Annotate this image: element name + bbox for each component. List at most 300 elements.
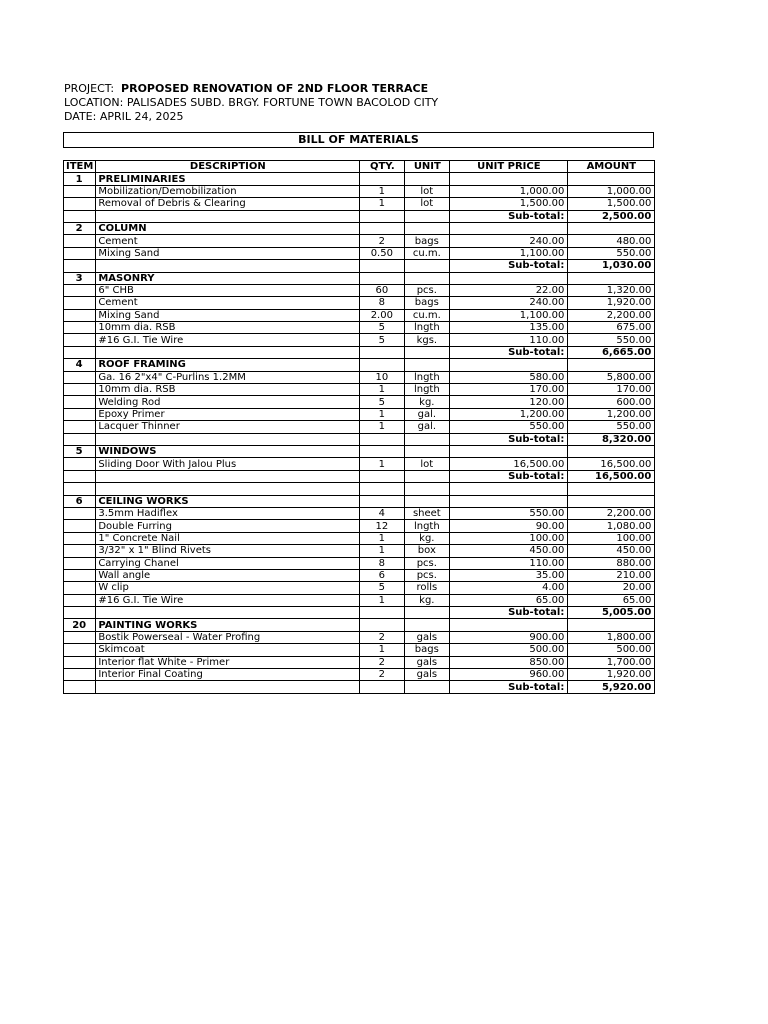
- qty-cell: 1: [360, 185, 405, 197]
- subtotal-amount: 16,500.00: [568, 470, 655, 482]
- project-name: PROPOSED RENOVATION OF 2ND FLOOR TERRACE: [121, 82, 429, 95]
- unit-cell: pcs.: [405, 557, 450, 569]
- unit-cell: gals: [405, 631, 450, 643]
- table-row: [64, 458, 655, 470]
- empty-cell: [64, 507, 96, 519]
- amount-cell: 500.00: [568, 644, 655, 656]
- table-row: [64, 631, 655, 643]
- empty-cell: [64, 483, 96, 495]
- empty-cell: [405, 619, 450, 631]
- qty-cell: 5: [360, 582, 405, 594]
- empty-cell: [96, 260, 360, 272]
- empty-cell: [568, 272, 655, 284]
- empty-cell: [568, 619, 655, 631]
- empty-cell: [405, 359, 450, 371]
- empty-cell: [64, 520, 96, 532]
- bill-of-materials-title: BILL OF MATERIALS: [63, 132, 654, 148]
- qty-cell: 2.00: [360, 309, 405, 321]
- table-row: [64, 644, 655, 656]
- unit-cell: bags: [405, 235, 450, 247]
- table-row: [64, 582, 655, 594]
- unit-cell: gal.: [405, 408, 450, 420]
- bill-of-materials-table: [63, 160, 655, 694]
- qty-cell: 1: [360, 384, 405, 396]
- empty-cell: [64, 631, 96, 643]
- unit-price-cell: 240.00: [450, 297, 568, 309]
- unit-price-cell: 240.00: [450, 235, 568, 247]
- empty-cell: [64, 656, 96, 668]
- section-name: PAINTING WORKS: [96, 619, 360, 631]
- unit-price-cell: 900.00: [450, 631, 568, 643]
- empty-cell: [360, 470, 405, 482]
- project-line: [64, 82, 428, 95]
- empty-cell: [64, 185, 96, 197]
- col-header-amount: AMOUNT: [568, 161, 655, 173]
- subtotal-label: Sub-total:: [450, 346, 568, 358]
- location-label: LOCATION:: [64, 96, 124, 109]
- empty-cell: [568, 445, 655, 457]
- empty-cell: [96, 483, 360, 495]
- section-name: WINDOWS: [96, 445, 360, 457]
- unit-price-cell: 110.00: [450, 557, 568, 569]
- description-cell: Carrying Chanel: [96, 557, 360, 569]
- location-value: PALISADES SUBD. BRGY. FORTUNE TOWN BACOLOD CITY: [126, 96, 439, 109]
- unit-price-cell: 580.00: [450, 371, 568, 383]
- amount-cell: 1,800.00: [568, 631, 655, 643]
- section-name: ROOF FRAMING: [96, 359, 360, 371]
- unit-cell: bags: [405, 297, 450, 309]
- amount-cell: 480.00: [568, 235, 655, 247]
- empty-cell: [450, 359, 568, 371]
- empty-cell: [360, 433, 405, 445]
- amount-cell: 16,500.00: [568, 458, 655, 470]
- subtotal-row: [64, 607, 655, 619]
- unit-price-cell: 1,000.00: [450, 185, 568, 197]
- table-header-row: [64, 161, 655, 173]
- amount-cell: 1,000.00: [568, 185, 655, 197]
- unit-cell: sheet: [405, 507, 450, 519]
- table-row: [64, 297, 655, 309]
- amount-cell: 2,200.00: [568, 507, 655, 519]
- table-row: [64, 520, 655, 532]
- qty-cell: 5: [360, 396, 405, 408]
- unit-cell: box: [405, 545, 450, 557]
- subtotal-amount: 1,030.00: [568, 260, 655, 272]
- unit-price-cell: 1,100.00: [450, 309, 568, 321]
- empty-cell: [360, 173, 405, 185]
- amount-cell: 2,200.00: [568, 309, 655, 321]
- table-row: [64, 421, 655, 433]
- unit-price-cell: 4.00: [450, 582, 568, 594]
- date-label: DATE:: [64, 110, 97, 123]
- amount-cell: 170.00: [568, 384, 655, 396]
- empty-cell: [450, 173, 568, 185]
- description-cell: #16 G.I. Tie Wire: [96, 594, 360, 606]
- empty-cell: [96, 210, 360, 222]
- empty-cell: [64, 260, 96, 272]
- subtotal-amount: 8,320.00: [568, 433, 655, 445]
- col-header-unit: UNIT: [405, 161, 450, 173]
- section-item-number: 2: [64, 222, 96, 234]
- empty-cell: [360, 483, 405, 495]
- subtotal-row: [64, 470, 655, 482]
- table-row: [64, 557, 655, 569]
- table-row: [64, 309, 655, 321]
- table-row: [64, 545, 655, 557]
- empty-cell: [64, 669, 96, 681]
- qty-cell: 5: [360, 322, 405, 334]
- description-cell: 3.5mm Hadiflex: [96, 507, 360, 519]
- unit-cell: cu.m.: [405, 247, 450, 259]
- section-name: PRELIMINARIES: [96, 173, 360, 185]
- qty-cell: 1: [360, 644, 405, 656]
- qty-cell: 12: [360, 520, 405, 532]
- empty-cell: [405, 222, 450, 234]
- section-header-row: [64, 619, 655, 631]
- table-row: [64, 247, 655, 259]
- empty-cell: [64, 470, 96, 482]
- empty-cell: [96, 433, 360, 445]
- empty-cell: [64, 198, 96, 210]
- empty-cell: [405, 210, 450, 222]
- col-header-item: ITEM: [64, 161, 96, 173]
- unit-price-cell: 16,500.00: [450, 458, 568, 470]
- unit-price-cell: 100.00: [450, 532, 568, 544]
- empty-cell: [64, 334, 96, 346]
- qty-cell: 2: [360, 669, 405, 681]
- qty-cell: 8: [360, 557, 405, 569]
- subtotal-row: [64, 260, 655, 272]
- empty-cell: [64, 545, 96, 557]
- unit-price-cell: 550.00: [450, 507, 568, 519]
- amount-cell: 550.00: [568, 334, 655, 346]
- unit-cell: lot: [405, 185, 450, 197]
- description-cell: W clip: [96, 582, 360, 594]
- table-row: [64, 669, 655, 681]
- amount-cell: 1,700.00: [568, 656, 655, 668]
- unit-price-cell: 1,200.00: [450, 408, 568, 420]
- description-cell: 1" Concrete Nail: [96, 532, 360, 544]
- empty-cell: [450, 619, 568, 631]
- empty-cell: [360, 272, 405, 284]
- empty-cell: [360, 681, 405, 693]
- empty-cell: [64, 297, 96, 309]
- empty-cell: [64, 322, 96, 334]
- section-name: CEILING WORKS: [96, 495, 360, 507]
- empty-cell: [96, 681, 360, 693]
- empty-cell: [64, 309, 96, 321]
- description-cell: Cement: [96, 235, 360, 247]
- amount-cell: 1,080.00: [568, 520, 655, 532]
- unit-price-cell: 1,500.00: [450, 198, 568, 210]
- amount-cell: 210.00: [568, 569, 655, 581]
- amount-cell: 450.00: [568, 545, 655, 557]
- table-row: [64, 198, 655, 210]
- subtotal-label: Sub-total:: [450, 210, 568, 222]
- empty-cell: [568, 495, 655, 507]
- description-cell: Interior flat White - Primer: [96, 656, 360, 668]
- empty-cell: [568, 483, 655, 495]
- table-row: [64, 656, 655, 668]
- amount-cell: 600.00: [568, 396, 655, 408]
- description-cell: Interior Final Coating: [96, 669, 360, 681]
- empty-cell: [405, 681, 450, 693]
- qty-cell: 1: [360, 198, 405, 210]
- empty-cell: [64, 408, 96, 420]
- empty-cell: [64, 247, 96, 259]
- description-cell: Skimcoat: [96, 644, 360, 656]
- qty-cell: 8: [360, 297, 405, 309]
- section-header-row: [64, 359, 655, 371]
- unit-price-cell: 135.00: [450, 322, 568, 334]
- description-cell: Bostik Powerseal - Water Profing: [96, 631, 360, 643]
- subtotal-amount: 5,920.00: [568, 681, 655, 693]
- subtotal-label: Sub-total:: [450, 681, 568, 693]
- col-header-qty: QTY.: [360, 161, 405, 173]
- description-cell: Mixing Sand: [96, 309, 360, 321]
- description-cell: Mixing Sand: [96, 247, 360, 259]
- table-row: [64, 408, 655, 420]
- section-item-number: 20: [64, 619, 96, 631]
- unit-price-cell: 170.00: [450, 384, 568, 396]
- amount-cell: 1,920.00: [568, 297, 655, 309]
- section-header-row: [64, 495, 655, 507]
- empty-cell: [360, 445, 405, 457]
- section-header-row: [64, 222, 655, 234]
- empty-cell: [96, 346, 360, 358]
- qty-cell: 4: [360, 507, 405, 519]
- empty-cell: [405, 607, 450, 619]
- table-row: [64, 185, 655, 197]
- description-cell: Lacquer Thinner: [96, 421, 360, 433]
- empty-cell: [405, 483, 450, 495]
- section-name: COLUMN: [96, 222, 360, 234]
- subtotal-row: [64, 681, 655, 693]
- empty-cell: [64, 210, 96, 222]
- description-cell: Ga. 16 2"x4" C-Purlins 1.2MM: [96, 371, 360, 383]
- description-cell: Removal of Debris & Clearing: [96, 198, 360, 210]
- description-cell: 10mm dia. RSB: [96, 384, 360, 396]
- empty-cell: [450, 483, 568, 495]
- amount-cell: 550.00: [568, 247, 655, 259]
- empty-cell: [450, 445, 568, 457]
- section-header-row: [64, 445, 655, 457]
- unit-price-cell: 65.00: [450, 594, 568, 606]
- qty-cell: 1: [360, 458, 405, 470]
- qty-cell: 2: [360, 656, 405, 668]
- table-row: [64, 594, 655, 606]
- empty-cell: [405, 495, 450, 507]
- empty-cell: [450, 495, 568, 507]
- table-row: [64, 396, 655, 408]
- unit-price-cell: 550.00: [450, 421, 568, 433]
- unit-cell: kg.: [405, 396, 450, 408]
- description-cell: Epoxy Primer: [96, 408, 360, 420]
- unit-cell: lngth: [405, 322, 450, 334]
- unit-price-cell: 90.00: [450, 520, 568, 532]
- empty-cell: [64, 458, 96, 470]
- description-cell: Welding Rod: [96, 396, 360, 408]
- subtotal-label: Sub-total:: [450, 433, 568, 445]
- description-cell: Wall angle: [96, 569, 360, 581]
- empty-cell: [64, 644, 96, 656]
- unit-price-cell: 110.00: [450, 334, 568, 346]
- section-header-row: [64, 272, 655, 284]
- amount-cell: 550.00: [568, 421, 655, 433]
- qty-cell: 1: [360, 421, 405, 433]
- empty-cell: [64, 396, 96, 408]
- empty-cell: [64, 384, 96, 396]
- empty-cell: [405, 433, 450, 445]
- qty-cell: 60: [360, 284, 405, 296]
- unit-cell: bags: [405, 644, 450, 656]
- empty-cell: [64, 594, 96, 606]
- subtotal-amount: 5,005.00: [568, 607, 655, 619]
- description-cell: #16 G.I. Tie Wire: [96, 334, 360, 346]
- unit-price-cell: 450.00: [450, 545, 568, 557]
- empty-cell: [405, 272, 450, 284]
- unit-price-cell: 960.00: [450, 669, 568, 681]
- unit-cell: lngth: [405, 520, 450, 532]
- empty-cell: [64, 532, 96, 544]
- table-row: [64, 569, 655, 581]
- location-line: [64, 96, 438, 109]
- empty-cell: [568, 222, 655, 234]
- unit-cell: lot: [405, 198, 450, 210]
- empty-cell: [360, 619, 405, 631]
- unit-cell: gals: [405, 669, 450, 681]
- amount-cell: 1,920.00: [568, 669, 655, 681]
- empty-cell: [360, 359, 405, 371]
- empty-cell: [64, 346, 96, 358]
- section-item-number: 1: [64, 173, 96, 185]
- amount-cell: 100.00: [568, 532, 655, 544]
- unit-cell: cu.m.: [405, 309, 450, 321]
- empty-cell: [360, 495, 405, 507]
- table-row: [64, 384, 655, 396]
- section-item-number: 5: [64, 445, 96, 457]
- empty-cell: [405, 260, 450, 272]
- amount-cell: 20.00: [568, 582, 655, 594]
- empty-cell: [64, 433, 96, 445]
- empty-cell: [64, 582, 96, 594]
- subtotal-row: [64, 346, 655, 358]
- table-row: [64, 235, 655, 247]
- section-header-row: [64, 173, 655, 185]
- empty-cell: [360, 222, 405, 234]
- empty-cell: [405, 346, 450, 358]
- unit-cell: lngth: [405, 371, 450, 383]
- col-header-description: DESCRIPTION: [96, 161, 360, 173]
- amount-cell: 5,800.00: [568, 371, 655, 383]
- amount-cell: 675.00: [568, 322, 655, 334]
- empty-cell: [64, 421, 96, 433]
- description-cell: 6" CHB: [96, 284, 360, 296]
- empty-cell: [64, 557, 96, 569]
- section-item-number: 4: [64, 359, 96, 371]
- unit-cell: lngth: [405, 384, 450, 396]
- table-row: [64, 322, 655, 334]
- section-item-number: 3: [64, 272, 96, 284]
- empty-cell: [405, 173, 450, 185]
- subtotal-row: [64, 210, 655, 222]
- qty-cell: 0.50: [360, 247, 405, 259]
- description-cell: Sliding Door With Jalou Plus: [96, 458, 360, 470]
- description-cell: Cement: [96, 297, 360, 309]
- date-value: APRIL 24, 2025: [99, 110, 184, 123]
- unit-cell: gals: [405, 656, 450, 668]
- empty-cell: [64, 607, 96, 619]
- table-row: [64, 371, 655, 383]
- subtotal-label: Sub-total:: [450, 260, 568, 272]
- unit-price-cell: 850.00: [450, 656, 568, 668]
- unit-cell: gal.: [405, 421, 450, 433]
- description-cell: Double Furring: [96, 520, 360, 532]
- amount-cell: 1,320.00: [568, 284, 655, 296]
- qty-cell: 5: [360, 334, 405, 346]
- qty-cell: 10: [360, 371, 405, 383]
- col-header-unit-price: UNIT PRICE: [450, 161, 568, 173]
- unit-cell: pcs.: [405, 569, 450, 581]
- unit-price-cell: 35.00: [450, 569, 568, 581]
- description-cell: Mobilization/Demobilization: [96, 185, 360, 197]
- empty-cell: [360, 260, 405, 272]
- subtotal-amount: 2,500.00: [568, 210, 655, 222]
- qty-cell: 1: [360, 532, 405, 544]
- empty-cell: [405, 470, 450, 482]
- empty-cell: [64, 235, 96, 247]
- unit-cell: kg.: [405, 594, 450, 606]
- empty-cell: [64, 681, 96, 693]
- table-body: [64, 173, 655, 693]
- section-name: MASONRY: [96, 272, 360, 284]
- subtotal-label: Sub-total:: [450, 607, 568, 619]
- subtotal-label: Sub-total:: [450, 470, 568, 482]
- amount-cell: 880.00: [568, 557, 655, 569]
- description-cell: 3/32" x 1" Blind Rivets: [96, 545, 360, 557]
- empty-cell: [405, 445, 450, 457]
- qty-cell: 1: [360, 545, 405, 557]
- empty-cell: [96, 607, 360, 619]
- unit-price-cell: 1,100.00: [450, 247, 568, 259]
- unit-cell: kg.: [405, 532, 450, 544]
- empty-cell: [568, 359, 655, 371]
- empty-cell: [64, 284, 96, 296]
- table-row: [64, 284, 655, 296]
- unit-cell: rolls: [405, 582, 450, 594]
- empty-cell: [568, 173, 655, 185]
- unit-cell: pcs.: [405, 284, 450, 296]
- qty-cell: 2: [360, 235, 405, 247]
- amount-cell: 1,500.00: [568, 198, 655, 210]
- empty-cell: [64, 371, 96, 383]
- qty-cell: 1: [360, 594, 405, 606]
- table-row: [64, 507, 655, 519]
- table-row: [64, 532, 655, 544]
- section-item-number: 6: [64, 495, 96, 507]
- unit-price-cell: 500.00: [450, 644, 568, 656]
- description-cell: 10mm dia. RSB: [96, 322, 360, 334]
- subtotal-row: [64, 433, 655, 445]
- empty-cell: [450, 272, 568, 284]
- empty-cell: [360, 607, 405, 619]
- unit-price-cell: 22.00: [450, 284, 568, 296]
- subtotal-amount: 6,665.00: [568, 346, 655, 358]
- empty-cell: [360, 210, 405, 222]
- unit-cell: kgs.: [405, 334, 450, 346]
- empty-cell: [96, 470, 360, 482]
- empty-cell: [64, 569, 96, 581]
